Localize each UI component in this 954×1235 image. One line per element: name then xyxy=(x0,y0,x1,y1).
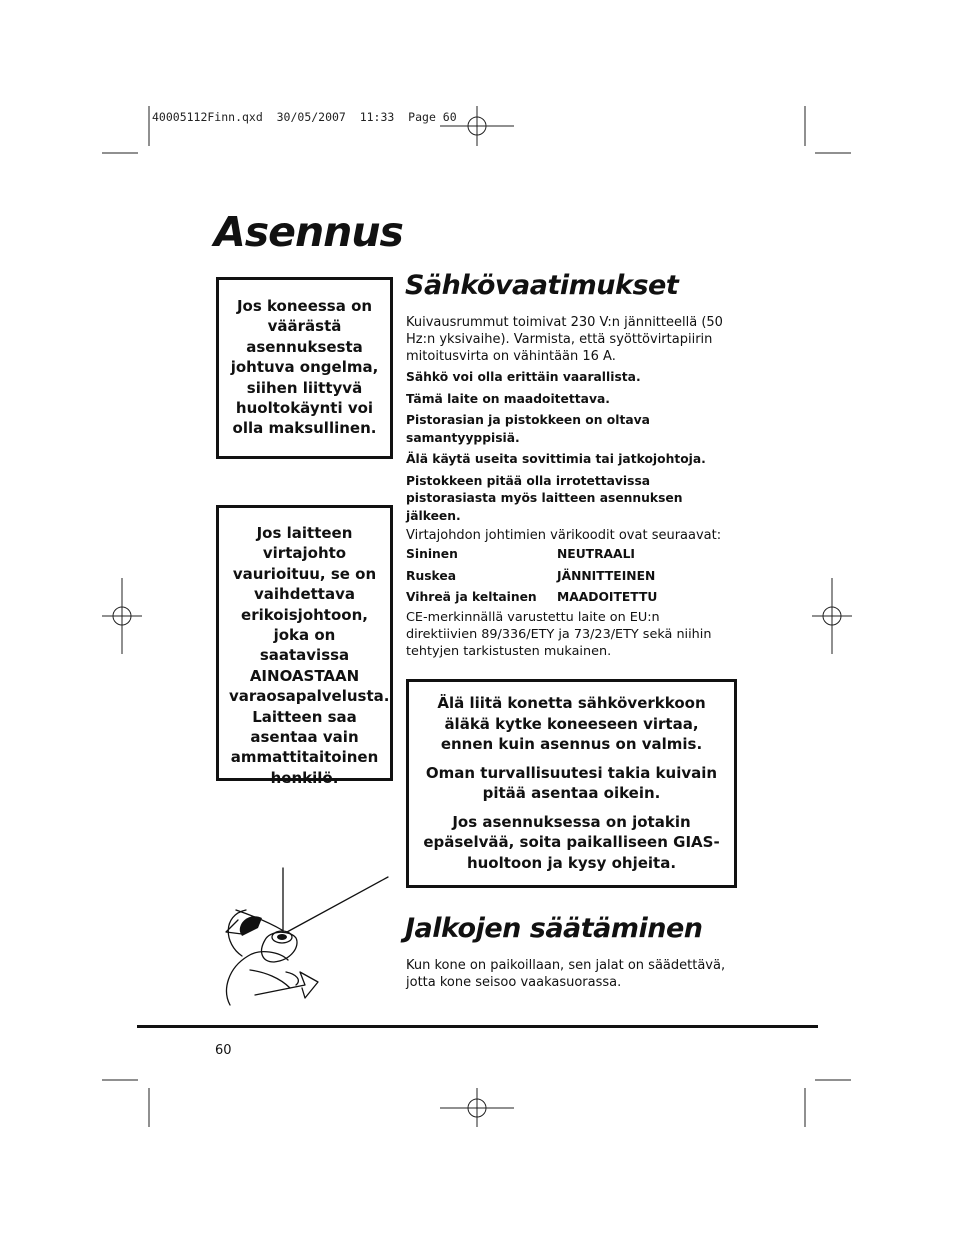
installation-cost-note: Jos koneessa on väärästä asennuksesta johtuva ongelma, siihen liittyvä huoltokäynti voi olla maksullinen. xyxy=(216,277,393,459)
safety-warning-line: Oman turvallisuutesi takia kuivain pitää asentaa oikein. xyxy=(425,763,718,802)
file-slug: 40005112Finn.qxd 30/05/2007 11:33 Page 60 xyxy=(152,110,457,124)
warning-line: Tämä laite on maadoitettava. xyxy=(406,391,610,406)
color-code-row: Sininen NEUTRAALI xyxy=(406,547,635,561)
color-codes-intro: Virtajohdon johtimien värikoodit ovat seuraavat: xyxy=(406,528,722,543)
section-heading-feet: Jalkojen säätäminen xyxy=(405,913,703,944)
feet-adjustment-text: Kun kone on paikoillaan, sen jalat on säädettävä, jotta kone seisoo vaakasuorassa. xyxy=(406,958,726,990)
warning-line: Pistorasian ja pistokkeen on oltava samantyyppisiä. xyxy=(406,413,650,445)
safety-warning-line: Älä liitä konetta sähköverkkoon äläkä kytke koneeseen virtaa, ennen kuin asennus on valmis. xyxy=(437,694,706,753)
power-cord-note: Jos laitteen virtajohto vaurioituu, se on vaihdettava erikoisjohtoon, joka on saatavissa AINOASTAAN varaosapalvelusta. Laitteen saa asentaa vain ammattitaitoinen henkilö. xyxy=(216,505,393,781)
color-code-row: Ruskea JÄNNITTEINEN xyxy=(406,568,656,583)
warning-line: Älä käytä useita sovittimia tai jatkojohtoja. xyxy=(406,452,706,466)
section-heading-electrical: Sähkövaatimukset xyxy=(405,270,679,301)
safety-warning-line: Jos asennuksessa on jotakin epäselvää, soita paikalliseen GIAS-huoltoon ja kysy ohjeita. xyxy=(423,812,720,872)
ce-note: CE-merkinnällä varustettu laite on EU:n direktiivien 89/336/ETY ja 73/23/ETY sekä niihin tehtyjen tarkistusten mukainen. xyxy=(406,609,712,659)
page-number: 60 xyxy=(215,1043,232,1058)
electrical-intro: Kuivausrummut toimivat 230 V:n jännitteellä (50 Hz:n yksivaihe). Varmista, että syöttövirtapiirin mitoitusvirta on vähintään 16 A. xyxy=(406,315,723,364)
foot-adjustment-illustration xyxy=(210,860,395,1020)
footer-rule xyxy=(137,1025,818,1028)
warning-line: Pistokkeen pitää olla irrotettavissa pistorasiasta myös laitteen asennuksen jälkeen. xyxy=(406,473,683,523)
safety-warning-box xyxy=(406,679,737,888)
warning-line: Sähkö voi olla erittäin vaarallista. xyxy=(406,370,641,384)
color-code-row: Vihreä ja keltainen MAADOITETTU xyxy=(406,590,658,604)
page-title: Asennus xyxy=(214,208,403,256)
electrical-requirements xyxy=(406,314,741,660)
